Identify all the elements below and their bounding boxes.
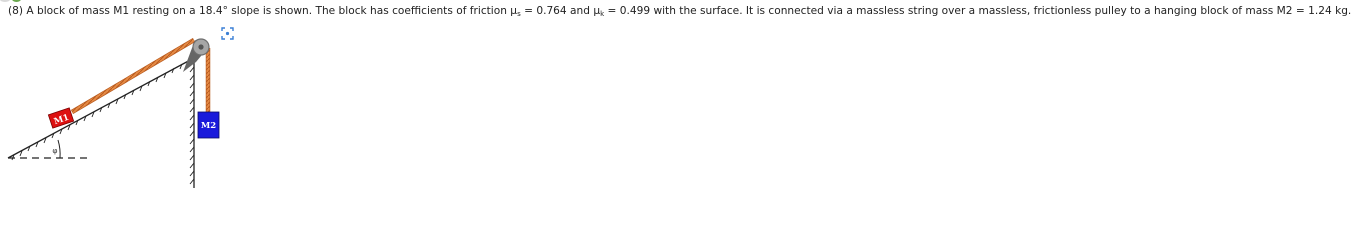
incline-surface xyxy=(8,58,194,158)
problem-number: (8) xyxy=(8,5,24,17)
expand-icon[interactable] xyxy=(221,25,234,38)
block-m2 xyxy=(198,112,219,138)
problem-text-1: A block of mass M1 resting on a 18.4° slope is shown. The block has coefficients of friction μ xyxy=(26,5,518,17)
pulley-hub xyxy=(198,44,203,49)
problem-text-2: = 0.764 and μ xyxy=(520,5,601,17)
problem-text-3: = 0.499 with the surface. It is connected via a massless string over a massless, frictionless pulley to a hanging block of mass M2 = 1.24 kg. xyxy=(604,5,1351,17)
mu-k-subscript: k xyxy=(600,10,605,18)
angle-label: φ xyxy=(52,147,58,155)
block-m1-label: M1 xyxy=(52,112,71,128)
mu-s-subscript: s xyxy=(517,10,521,18)
incline-pulley-diagram xyxy=(0,0,240,204)
angle-arc xyxy=(58,140,60,158)
block-m2-label: M2 xyxy=(200,121,217,131)
